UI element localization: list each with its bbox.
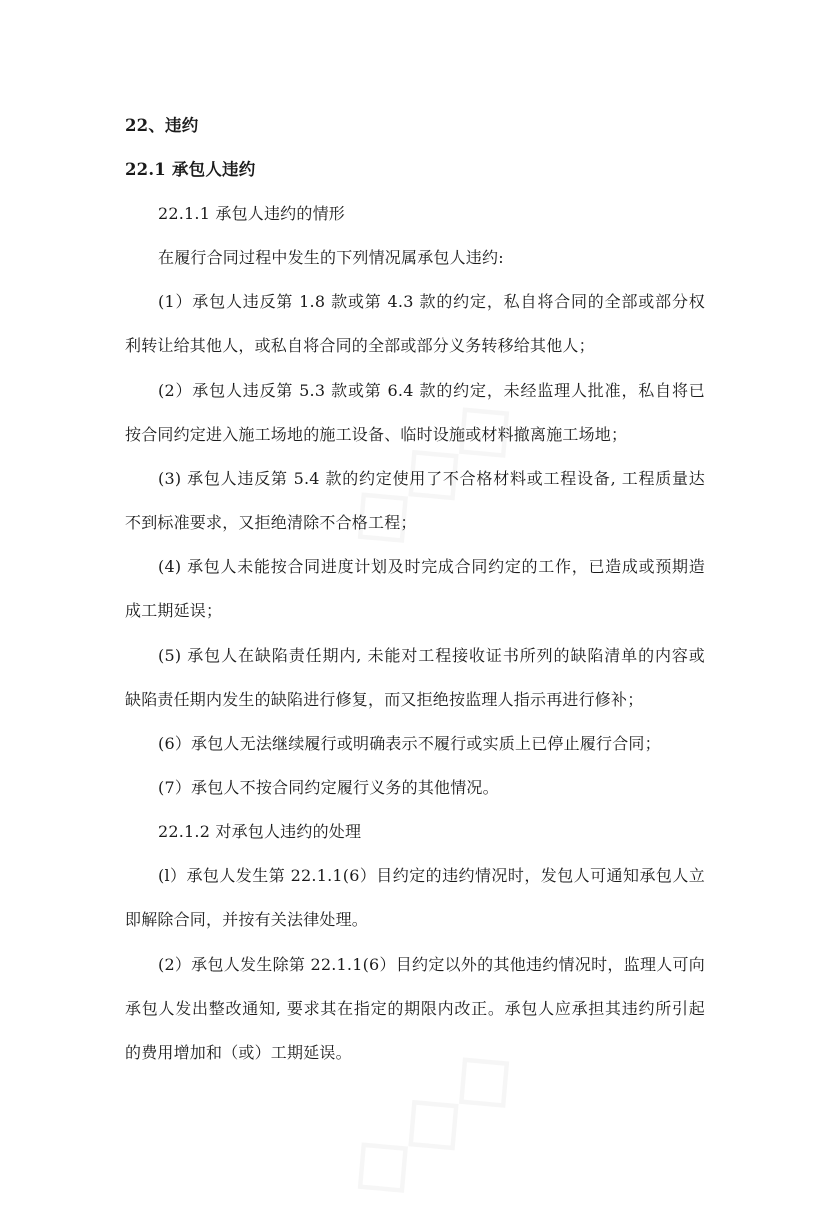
subsection-heading: 22.1 承包人违约 xyxy=(125,160,256,179)
violation-item-6-line-1: (6）承包人无法继续履行或明确表示不履行或实质上已停止履行合同； xyxy=(158,734,661,753)
clause-title-22-1-2: 22.1.2 对承包人违约的处理 xyxy=(158,822,362,841)
violation-item-2-line-1: (2）承包人违反第 5.3 款或第 6.4 款的约定，未经监理人批准，私自将已 xyxy=(158,381,705,400)
violation-item-1-line-2: 利转让给其他人，或私自将合同的全部或部分义务转移给其他人； xyxy=(125,336,595,355)
handling-item-2-line-3: 的费用增加和（或）工期延误。 xyxy=(125,1043,352,1062)
violation-item-2-line-2: 按合同约定进入施工场地的施工设备、临时设施或材料撤离施工场地； xyxy=(125,425,628,444)
violation-item-5-line-1: (5) 承包人在缺陷责任期内, 未能对工程接收证书所列的缺陷清单的内容或 xyxy=(158,646,705,665)
violation-item-7-line-1: (7）承包人不按合同约定履行义务的其他情况。 xyxy=(158,778,499,797)
watermark-mark-lower xyxy=(321,1018,537,1222)
clause-intro: 在履行合同过程中发生的下列情况属承包人违约: xyxy=(158,248,504,267)
handling-item-2-line-1: (2）承包人发生除第 22.1.1(6）目约定以外的其他违约情况时，监理人可向 xyxy=(158,955,705,974)
section-heading: 22、违约 xyxy=(125,116,199,135)
violation-item-4-line-2: 成工期延误； xyxy=(125,601,223,620)
handling-item-2-line-2: 承包人发出整改通知, 要求其在指定的期限内改正。承包人应承担其违约所引起 xyxy=(125,999,705,1018)
handling-item-1-line-2: 即解除合同，并按有关法律处理。 xyxy=(125,910,369,929)
violation-item-4-line-1: (4) 承包人未能按合同进度计划及时完成合同约定的工作，已造成或预期造 xyxy=(158,557,705,576)
handling-item-1-line-1: (l）承包人发生第 22.1.1(6）目约定的违约情况时，发包人可通知承包人立 xyxy=(158,866,705,885)
violation-item-3-line-2: 不到标准要求，又拒绝清除不合格工程； xyxy=(125,513,417,532)
violation-item-3-line-1: (3) 承包人违反第 5.4 款的约定使用了不合格材料或工程设备, 工程质量达 xyxy=(158,469,705,488)
violation-item-5-line-2: 缺陷责任期内发生的缺陷进行修复，而又拒绝按监理人指示再进行修补； xyxy=(125,690,644,709)
clause-title-22-1-1: 22.1.1 承包人违约的情形 xyxy=(158,204,345,223)
violation-item-1-line-1: (1）承包人违反第 1.8 款或第 4.3 款的约定，私自将合同的全部或部分权 xyxy=(158,292,705,311)
